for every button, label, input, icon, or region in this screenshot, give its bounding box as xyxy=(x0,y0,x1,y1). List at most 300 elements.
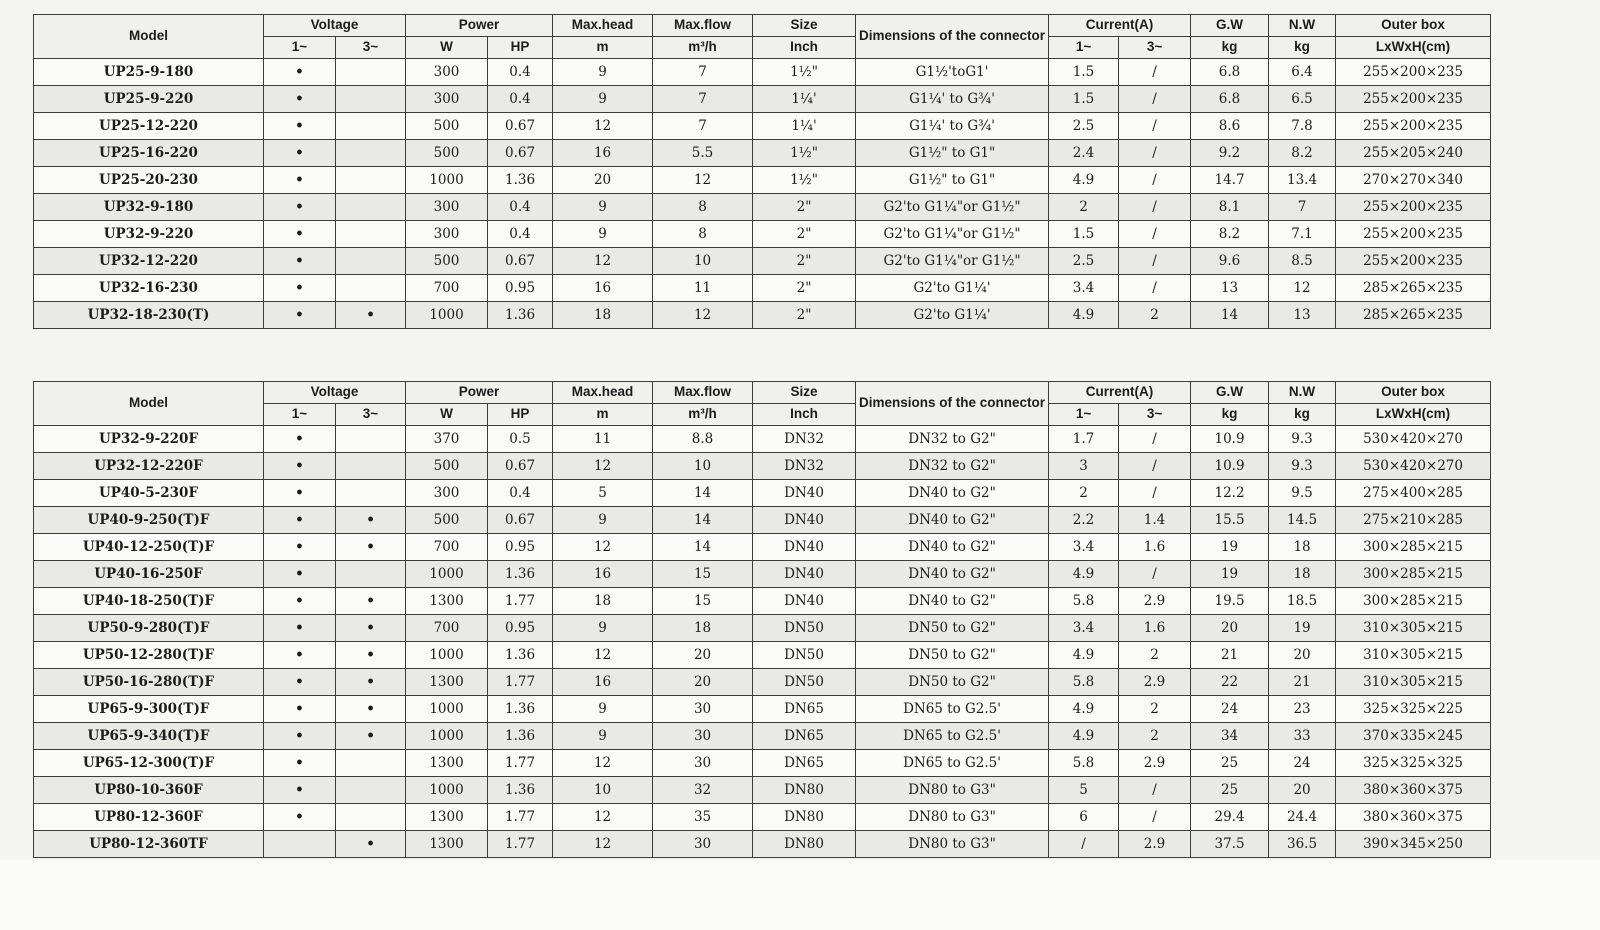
col-header-outer-box: Outer box xyxy=(1336,15,1491,37)
cell-box: 255×200×235 xyxy=(1336,59,1491,86)
cell-size: 2" xyxy=(753,275,856,302)
cell-v3 xyxy=(336,453,406,480)
cell-model: UP32-16-230 xyxy=(34,275,264,302)
cell-gw: 8.6 xyxy=(1191,113,1269,140)
cell-size: DN40 xyxy=(753,588,856,615)
cell-head: 9 xyxy=(553,723,653,750)
cell-size: DN80 xyxy=(753,804,856,831)
col-header-power: Power xyxy=(406,15,553,37)
cell-flow: 35 xyxy=(653,804,753,831)
cell-hp: 1.77 xyxy=(488,588,553,615)
cell-head: 9 xyxy=(553,194,653,221)
cell-flow: 30 xyxy=(653,696,753,723)
cell-v3 xyxy=(336,167,406,194)
cell-size: DN50 xyxy=(753,615,856,642)
cell-box: 300×285×215 xyxy=(1336,534,1491,561)
cell-c1: 3.4 xyxy=(1049,615,1119,642)
cell-gw: 22 xyxy=(1191,669,1269,696)
cell-v1: • xyxy=(264,588,336,615)
cell-head: 9 xyxy=(553,86,653,113)
col-header-nw: N.W xyxy=(1269,382,1336,404)
cell-w: 700 xyxy=(406,275,488,302)
table-row xyxy=(34,140,1491,167)
cell-model: UP32-12-220 xyxy=(34,248,264,275)
cell-nw: 19 xyxy=(1269,615,1336,642)
cell-nw: 13 xyxy=(1269,302,1336,329)
cell-model: UP40-5-230F xyxy=(34,480,264,507)
cell-v3 xyxy=(336,426,406,453)
cell-hp: 0.5 xyxy=(488,426,553,453)
cell-c3: / xyxy=(1119,194,1191,221)
cell-conn: DN80 to G3" xyxy=(856,831,1049,858)
cell-nw: 18 xyxy=(1269,561,1336,588)
cell-c1: 1.7 xyxy=(1049,426,1119,453)
cell-v3: • xyxy=(336,615,406,642)
cell-hp: 0.95 xyxy=(488,615,553,642)
cell-w: 700 xyxy=(406,534,488,561)
cell-conn: G2'to G1¼"or G1½" xyxy=(856,248,1049,275)
cell-size: DN80 xyxy=(753,831,856,858)
cell-box: 380×360×375 xyxy=(1336,777,1491,804)
cell-conn: DN65 to G2.5' xyxy=(856,723,1049,750)
col-subheader-lwh: LxWxH(cm) xyxy=(1336,404,1491,426)
cell-gw: 15.5 xyxy=(1191,507,1269,534)
cell-v1: • xyxy=(264,275,336,302)
cell-conn: G2'to G1¼' xyxy=(856,275,1049,302)
cell-gw: 20 xyxy=(1191,615,1269,642)
cell-v3: • xyxy=(336,696,406,723)
cell-head: 16 xyxy=(553,140,653,167)
cell-conn: DN80 to G3" xyxy=(856,804,1049,831)
cell-nw: 24.4 xyxy=(1269,804,1336,831)
cell-nw: 13.4 xyxy=(1269,167,1336,194)
cell-hp: 0.4 xyxy=(488,86,553,113)
cell-hp: 1.77 xyxy=(488,831,553,858)
cell-conn: DN50 to G2" xyxy=(856,615,1049,642)
cell-box: 380×360×375 xyxy=(1336,804,1491,831)
cell-head: 20 xyxy=(553,167,653,194)
cell-conn: G2'to G1¼"or G1½" xyxy=(856,221,1049,248)
col-header-model: Model xyxy=(34,382,264,426)
cell-nw: 9.3 xyxy=(1269,426,1336,453)
col-subheader-voltage-3ph: 3~ xyxy=(336,37,406,59)
cell-c3: / xyxy=(1119,248,1191,275)
cell-nw: 12 xyxy=(1269,275,1336,302)
cell-flow: 14 xyxy=(653,480,753,507)
cell-model: UP32-12-220F xyxy=(34,453,264,480)
col-header-gw: G.W xyxy=(1191,382,1269,404)
cell-head: 9 xyxy=(553,615,653,642)
cell-head: 9 xyxy=(553,59,653,86)
cell-model: UP25-9-180 xyxy=(34,59,264,86)
cell-size: DN80 xyxy=(753,777,856,804)
cell-w: 1000 xyxy=(406,777,488,804)
cell-model: UP32-18-230(T) xyxy=(34,302,264,329)
cell-gw: 6.8 xyxy=(1191,86,1269,113)
cell-conn: G2'to G1¼"or G1½" xyxy=(856,194,1049,221)
cell-flow: 8.8 xyxy=(653,426,753,453)
cell-c3: 1.6 xyxy=(1119,534,1191,561)
cell-head: 9 xyxy=(553,221,653,248)
cell-v3 xyxy=(336,480,406,507)
cell-box: 255×205×240 xyxy=(1336,140,1491,167)
cell-v1: • xyxy=(264,59,336,86)
cell-flow: 12 xyxy=(653,167,753,194)
table-row xyxy=(34,113,1491,140)
col-subheader-voltage-1ph: 1~ xyxy=(264,404,336,426)
table-row xyxy=(34,831,1491,858)
cell-gw: 19.5 xyxy=(1191,588,1269,615)
col-subheader-inch: Inch xyxy=(753,404,856,426)
cell-v3 xyxy=(336,248,406,275)
cell-head: 9 xyxy=(553,696,653,723)
cell-c3: / xyxy=(1119,804,1191,831)
cell-conn: G1½" to G1" xyxy=(856,167,1049,194)
cell-box: 310×305×215 xyxy=(1336,669,1491,696)
cell-conn: DN65 to G2.5' xyxy=(856,750,1049,777)
table-row xyxy=(34,507,1491,534)
cell-v1: • xyxy=(264,696,336,723)
cell-c3: 2 xyxy=(1119,302,1191,329)
cell-w: 370 xyxy=(406,426,488,453)
col-header-max-flow: Max.flow xyxy=(653,382,753,404)
col-subheader-watt: W xyxy=(406,37,488,59)
cell-flow: 14 xyxy=(653,507,753,534)
col-subheader-current-3ph: 3~ xyxy=(1119,404,1191,426)
cell-hp: 1.36 xyxy=(488,302,553,329)
cell-model: UP65-12-300(T)F xyxy=(34,750,264,777)
cell-hp: 0.4 xyxy=(488,194,553,221)
cell-hp: 0.4 xyxy=(488,59,553,86)
cell-w: 500 xyxy=(406,140,488,167)
cell-conn: DN40 to G2" xyxy=(856,507,1049,534)
cell-w: 500 xyxy=(406,507,488,534)
col-subheader-gw-kg: kg xyxy=(1191,37,1269,59)
cell-w: 1300 xyxy=(406,804,488,831)
cell-conn: DN80 to G3" xyxy=(856,777,1049,804)
cell-conn: G1¼' to G¾' xyxy=(856,86,1049,113)
cell-flow: 15 xyxy=(653,588,753,615)
col-subheader-current-1ph: 1~ xyxy=(1049,37,1119,59)
table-row xyxy=(34,453,1491,480)
cell-head: 18 xyxy=(553,302,653,329)
cell-v3: • xyxy=(336,831,406,858)
cell-c3: / xyxy=(1119,167,1191,194)
cell-model: UP50-16-280(T)F xyxy=(34,669,264,696)
cell-head: 16 xyxy=(553,669,653,696)
cell-gw: 25 xyxy=(1191,750,1269,777)
cell-nw: 6.4 xyxy=(1269,59,1336,86)
table-row xyxy=(34,248,1491,275)
cell-c1: 3.4 xyxy=(1049,275,1119,302)
cell-nw: 7.8 xyxy=(1269,113,1336,140)
cell-model: UP40-12-250(T)F xyxy=(34,534,264,561)
cell-c1: / xyxy=(1049,831,1119,858)
cell-conn: DN50 to G2" xyxy=(856,642,1049,669)
cell-gw: 13 xyxy=(1191,275,1269,302)
col-subheader-watt: W xyxy=(406,404,488,426)
cell-c3: 1.4 xyxy=(1119,507,1191,534)
cell-v3 xyxy=(336,561,406,588)
cell-box: 255×200×235 xyxy=(1336,113,1491,140)
cell-c3: 2.9 xyxy=(1119,669,1191,696)
cell-head: 5 xyxy=(553,480,653,507)
cell-gw: 12.2 xyxy=(1191,480,1269,507)
cell-v1: • xyxy=(264,248,336,275)
cell-head: 12 xyxy=(553,642,653,669)
page-bottom-margin xyxy=(0,860,1600,930)
cell-nw: 23 xyxy=(1269,696,1336,723)
cell-head: 12 xyxy=(553,453,653,480)
cell-c3: / xyxy=(1119,777,1191,804)
col-subheader-flow-m3h: m³/h xyxy=(653,37,753,59)
cell-gw: 25 xyxy=(1191,777,1269,804)
cell-w: 1000 xyxy=(406,723,488,750)
cell-c1: 4.9 xyxy=(1049,167,1119,194)
cell-hp: 1.36 xyxy=(488,642,553,669)
cell-c3: 2 xyxy=(1119,642,1191,669)
cell-box: 255×200×235 xyxy=(1336,248,1491,275)
cell-w: 300 xyxy=(406,194,488,221)
cell-flow: 7 xyxy=(653,59,753,86)
cell-model: UP25-16-220 xyxy=(34,140,264,167)
cell-head: 10 xyxy=(553,777,653,804)
cell-size: DN65 xyxy=(753,750,856,777)
cell-v1: • xyxy=(264,750,336,777)
col-header-max-head: Max.head xyxy=(553,15,653,37)
cell-c3: 2.9 xyxy=(1119,750,1191,777)
cell-v1: • xyxy=(264,534,336,561)
cell-size: 1½" xyxy=(753,140,856,167)
cell-box: 325×325×325 xyxy=(1336,750,1491,777)
cell-box: 310×305×215 xyxy=(1336,615,1491,642)
cell-box: 285×265×235 xyxy=(1336,275,1491,302)
cell-c3: / xyxy=(1119,561,1191,588)
cell-v3 xyxy=(336,59,406,86)
table-row xyxy=(34,561,1491,588)
cell-gw: 6.8 xyxy=(1191,59,1269,86)
cell-c1: 2 xyxy=(1049,480,1119,507)
cell-conn: DN40 to G2" xyxy=(856,561,1049,588)
cell-gw: 21 xyxy=(1191,642,1269,669)
cell-nw: 20 xyxy=(1269,642,1336,669)
cell-flow: 5.5 xyxy=(653,140,753,167)
cell-size: DN40 xyxy=(753,507,856,534)
cell-w: 1000 xyxy=(406,696,488,723)
cell-w: 1300 xyxy=(406,669,488,696)
cell-flow: 12 xyxy=(653,302,753,329)
cell-head: 12 xyxy=(553,534,653,561)
table-row xyxy=(34,750,1491,777)
cell-w: 1000 xyxy=(406,642,488,669)
cell-head: 11 xyxy=(553,426,653,453)
table-header xyxy=(34,382,1491,426)
cell-size: DN32 xyxy=(753,426,856,453)
cell-size: DN50 xyxy=(753,642,856,669)
cell-v3 xyxy=(336,777,406,804)
cell-c1: 2.4 xyxy=(1049,140,1119,167)
cell-nw: 6.5 xyxy=(1269,86,1336,113)
cell-conn: G1½'toG1' xyxy=(856,59,1049,86)
cell-v1: • xyxy=(264,302,336,329)
cell-nw: 8.2 xyxy=(1269,140,1336,167)
cell-conn: DN40 to G2" xyxy=(856,534,1049,561)
cell-c1: 2.2 xyxy=(1049,507,1119,534)
col-subheader-head-m: m xyxy=(553,404,653,426)
cell-w: 500 xyxy=(406,453,488,480)
col-header-size: Size xyxy=(753,15,856,37)
cell-c1: 4.9 xyxy=(1049,696,1119,723)
cell-c1: 1.5 xyxy=(1049,221,1119,248)
cell-w: 1000 xyxy=(406,561,488,588)
cell-c1: 3.4 xyxy=(1049,534,1119,561)
cell-w: 1300 xyxy=(406,750,488,777)
cell-flow: 11 xyxy=(653,275,753,302)
cell-v1: • xyxy=(264,453,336,480)
cell-c3: / xyxy=(1119,59,1191,86)
col-subheader-nw-kg: kg xyxy=(1269,37,1336,59)
cell-c1: 5.8 xyxy=(1049,750,1119,777)
table-row xyxy=(34,615,1491,642)
cell-v3: • xyxy=(336,534,406,561)
cell-size: DN32 xyxy=(753,453,856,480)
cell-size: 1½" xyxy=(753,167,856,194)
cell-v3: • xyxy=(336,642,406,669)
cell-c3: / xyxy=(1119,426,1191,453)
col-subheader-current-1ph: 1~ xyxy=(1049,404,1119,426)
cell-c1: 2.5 xyxy=(1049,113,1119,140)
cell-gw: 19 xyxy=(1191,534,1269,561)
col-header-voltage: Voltage xyxy=(264,15,406,37)
cell-size: 1¼' xyxy=(753,113,856,140)
col-subheader-nw-kg: kg xyxy=(1269,404,1336,426)
cell-box: 275×210×285 xyxy=(1336,507,1491,534)
cell-v3 xyxy=(336,804,406,831)
cell-nw: 9.3 xyxy=(1269,453,1336,480)
cell-conn: DN32 to G2" xyxy=(856,426,1049,453)
cell-w: 1300 xyxy=(406,831,488,858)
cell-nw: 9.5 xyxy=(1269,480,1336,507)
cell-c1: 1.5 xyxy=(1049,86,1119,113)
cell-box: 370×335×245 xyxy=(1336,723,1491,750)
cell-box: 255×200×235 xyxy=(1336,194,1491,221)
col-header-size: Size xyxy=(753,382,856,404)
cell-hp: 1.36 xyxy=(488,777,553,804)
cell-hp: 0.67 xyxy=(488,113,553,140)
col-header-dimensions: Dimensions of the connector xyxy=(856,382,1049,426)
cell-c3: / xyxy=(1119,480,1191,507)
cell-size: 2" xyxy=(753,194,856,221)
cell-nw: 20 xyxy=(1269,777,1336,804)
cell-v3: • xyxy=(336,723,406,750)
cell-model: UP40-16-250F xyxy=(34,561,264,588)
col-header-max-head: Max.head xyxy=(553,382,653,404)
cell-v3: • xyxy=(336,507,406,534)
cell-flow: 7 xyxy=(653,86,753,113)
col-subheader-lwh: LxWxH(cm) xyxy=(1336,37,1491,59)
cell-head: 16 xyxy=(553,561,653,588)
cell-nw: 33 xyxy=(1269,723,1336,750)
cell-hp: 0.67 xyxy=(488,453,553,480)
cell-model: UP40-9-250(T)F xyxy=(34,507,264,534)
cell-flow: 10 xyxy=(653,453,753,480)
col-subheader-voltage-3ph: 3~ xyxy=(336,404,406,426)
cell-gw: 37.5 xyxy=(1191,831,1269,858)
cell-v1: • xyxy=(264,86,336,113)
table-row xyxy=(34,426,1491,453)
cell-gw: 14 xyxy=(1191,302,1269,329)
table-header xyxy=(34,15,1491,59)
cell-nw: 24 xyxy=(1269,750,1336,777)
cell-nw: 18.5 xyxy=(1269,588,1336,615)
cell-flow: 10 xyxy=(653,248,753,275)
cell-size: 2" xyxy=(753,221,856,248)
cell-hp: 0.4 xyxy=(488,480,553,507)
cell-v3 xyxy=(336,750,406,777)
cell-conn: DN32 to G2" xyxy=(856,453,1049,480)
cell-box: 300×285×215 xyxy=(1336,561,1491,588)
cell-box: 285×265×235 xyxy=(1336,302,1491,329)
table-body xyxy=(34,426,1491,858)
cell-conn: G1¼' to G¾' xyxy=(856,113,1049,140)
cell-model: UP80-12-360TF xyxy=(34,831,264,858)
cell-conn: G1½" to G1" xyxy=(856,140,1049,167)
cell-model: UP80-10-360F xyxy=(34,777,264,804)
pump-spec-table-flanged xyxy=(33,381,1491,858)
cell-flow: 30 xyxy=(653,831,753,858)
cell-gw: 34 xyxy=(1191,723,1269,750)
cell-v1: • xyxy=(264,140,336,167)
cell-size: 1½" xyxy=(753,59,856,86)
cell-v3 xyxy=(336,221,406,248)
cell-size: 2" xyxy=(753,302,856,329)
cell-box: 310×305×215 xyxy=(1336,642,1491,669)
cell-model: UP32-9-180 xyxy=(34,194,264,221)
cell-size: DN65 xyxy=(753,723,856,750)
col-subheader-voltage-1ph: 1~ xyxy=(264,37,336,59)
cell-c3: / xyxy=(1119,113,1191,140)
cell-nw: 7 xyxy=(1269,194,1336,221)
cell-v1: • xyxy=(264,507,336,534)
col-header-dimensions: Dimensions of the connector xyxy=(856,15,1049,59)
cell-c3: 1.6 xyxy=(1119,615,1191,642)
cell-c1: 5 xyxy=(1049,777,1119,804)
cell-gw: 9.6 xyxy=(1191,248,1269,275)
cell-head: 16 xyxy=(553,275,653,302)
cell-v1: • xyxy=(264,723,336,750)
col-header-current: Current(A) xyxy=(1049,382,1191,404)
cell-hp: 1.36 xyxy=(488,167,553,194)
cell-c3: 2 xyxy=(1119,723,1191,750)
cell-v1: • xyxy=(264,426,336,453)
cell-c1: 5.8 xyxy=(1049,669,1119,696)
cell-flow: 18 xyxy=(653,615,753,642)
cell-model: UP40-18-250(T)F xyxy=(34,588,264,615)
cell-hp: 1.36 xyxy=(488,561,553,588)
table-row xyxy=(34,642,1491,669)
cell-nw: 14.5 xyxy=(1269,507,1336,534)
cell-c1: 2 xyxy=(1049,194,1119,221)
cell-v3: • xyxy=(336,588,406,615)
cell-gw: 29.4 xyxy=(1191,804,1269,831)
cell-w: 300 xyxy=(406,59,488,86)
cell-size: DN40 xyxy=(753,480,856,507)
cell-box: 255×200×235 xyxy=(1336,221,1491,248)
cell-conn: DN40 to G2" xyxy=(856,588,1049,615)
cell-hp: 0.95 xyxy=(488,275,553,302)
cell-size: DN40 xyxy=(753,534,856,561)
cell-c1: 4.9 xyxy=(1049,723,1119,750)
